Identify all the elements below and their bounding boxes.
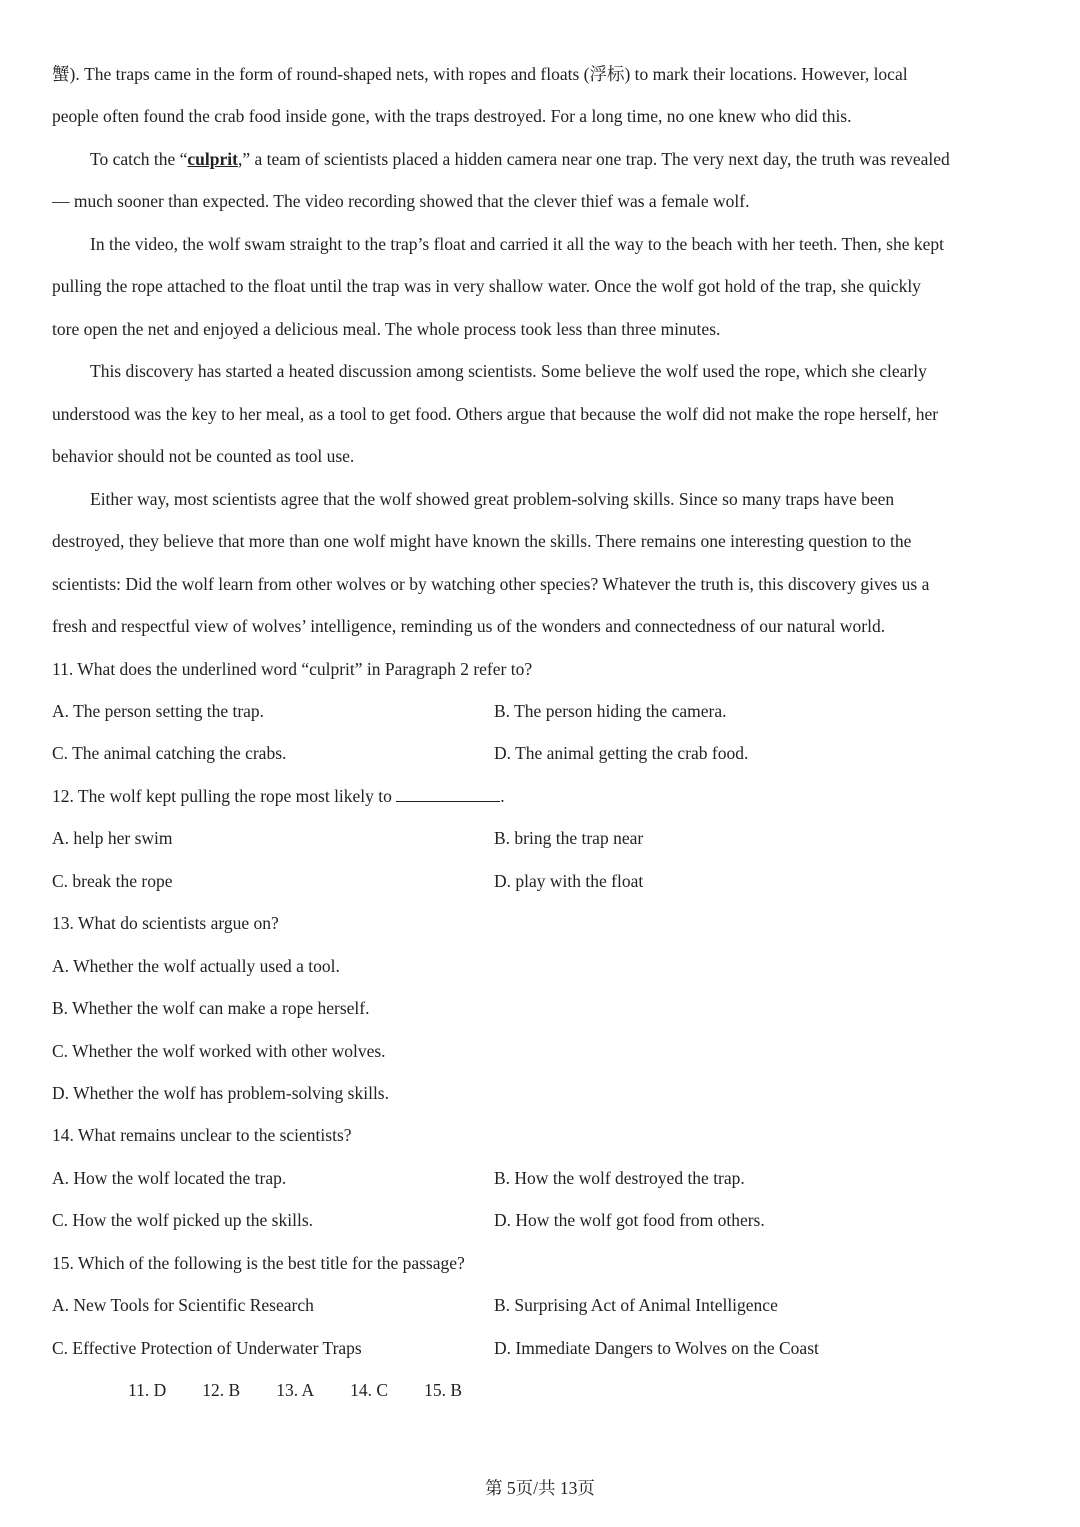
passage-line-2: people often found the crab food inside gone, with the traps destroyed. For a long time, no one knew who did this. — [52, 106, 852, 126]
q12-stem — [52, 785, 505, 807]
q15-option-b: B. Surprising Act of Animal Intelligence — [494, 1295, 778, 1315]
passage-line-6: tore open the net and enjoyed a delicious meal. The whole process took less than three minutes. — [52, 319, 721, 339]
q15-option-a: A. New Tools for Scientific Research — [52, 1295, 314, 1315]
passage-line-9: behavior should not be counted as tool use. — [52, 446, 355, 466]
q11-option-b: B. The person hiding the camera. — [494, 701, 727, 721]
answer-14: 14. C — [350, 1380, 389, 1400]
q14-option-d: D. How the wolf got food from others. — [494, 1210, 765, 1230]
answer-11: 11. D — [128, 1380, 167, 1400]
answer-15: 15. B — [424, 1380, 462, 1400]
q12-stem-text: 12. The wolf kept pulling the rope most likely to — [52, 786, 397, 806]
q15-option-d: D. Immediate Dangers to Wolves on the Coast — [494, 1338, 819, 1358]
passage-line-3: — much sooner than expected. The video recording showed that the clever thief was a female wolf. — [52, 191, 750, 211]
q14-option-b: B. How the wolf destroyed the trap. — [494, 1168, 745, 1188]
q13-stem: 13. What do scientists argue on? — [52, 913, 279, 933]
passage-line-culprit — [90, 148, 950, 170]
passage-line-10: Either way, most scientists agree that the wolf showed great problem-solving skills. Since so many traps have been — [90, 489, 895, 509]
q15-option-c: C. Effective Protection of Underwater Traps — [52, 1338, 362, 1358]
passage-line-8: understood was the key to her meal, as a tool to get food. Others argue that because the wolf did not make the rope herself, her — [52, 404, 939, 424]
q11-option-c: C. The animal catching the crabs. — [52, 743, 287, 763]
q14-option-a: A. How the wolf located the trap. — [52, 1168, 287, 1188]
q13-option-d: D. Whether the wolf has problem-solving skills. — [52, 1083, 389, 1103]
q12-option-d: D. play with the float — [494, 871, 644, 891]
culprit-after: ,” a team of scientists placed a hidden camera near one trap. The very next day, the truth was revealed — [237, 149, 950, 169]
answer-blank — [396, 785, 500, 802]
q15-stem: 15. Which of the following is the best title for the passage? — [52, 1253, 465, 1273]
page-footer: 第 5页/共 13页 — [485, 1478, 595, 1498]
q12-option-c: C. break the rope — [52, 871, 173, 891]
q11-option-d: D. The animal getting the crab food. — [494, 743, 749, 763]
q11-option-a: A. The person setting the trap. — [52, 701, 265, 721]
passage-line-5: pulling the rope attached to the float until the trap was in very shallow water. Once the wolf got hold of the trap, she quickly — [52, 276, 921, 296]
culprit-before: To catch the “ — [90, 149, 188, 169]
passage-line-1: 蟹). The traps came in the form of round-shaped nets, with ropes and floats (浮标) to mark their locations. However, local — [52, 64, 908, 84]
q13-option-a: A. Whether the wolf actually used a tool. — [52, 956, 340, 976]
passage-line-7: This discovery has started a heated discussion among scientists. Some believe the wolf used the rope, which she clearly — [90, 361, 927, 381]
answer-13: 13. A — [276, 1380, 315, 1400]
q13-option-b: B. Whether the wolf can make a rope herself. — [52, 998, 370, 1018]
q14-option-c: C. How the wolf picked up the skills. — [52, 1210, 314, 1230]
q12-stem-end: . — [500, 786, 505, 806]
q11-stem: 11. What does the underlined word “culprit” in Paragraph 2 refer to? — [52, 659, 533, 679]
q14-stem: 14. What remains unclear to the scientists? — [52, 1125, 352, 1145]
q12-option-a: A. help her swim — [52, 828, 173, 848]
culprit-word: culprit — [187, 149, 238, 169]
q13-option-c: C. Whether the wolf worked with other wolves. — [52, 1041, 386, 1061]
passage-line-12: scientists: Did the wolf learn from other wolves or by watching other species? Whatever the truth is, this discovery gives us a — [52, 574, 930, 594]
answer-12: 12. B — [202, 1380, 241, 1400]
q12-option-b: B. bring the trap near — [494, 828, 644, 848]
passage-line-13: fresh and respectful view of wolves’ intelligence, reminding us of the wonders and connectedness of our natural world. — [52, 616, 886, 636]
passage-line-11: destroyed, they believe that more than one wolf might have known the skills. There remains one interesting question to the — [52, 531, 912, 551]
answer-key — [128, 1379, 498, 1401]
passage-line-4: In the video, the wolf swam straight to the trap’s float and carried it all the way to the beach with her teeth. Then, she kept — [90, 234, 944, 254]
